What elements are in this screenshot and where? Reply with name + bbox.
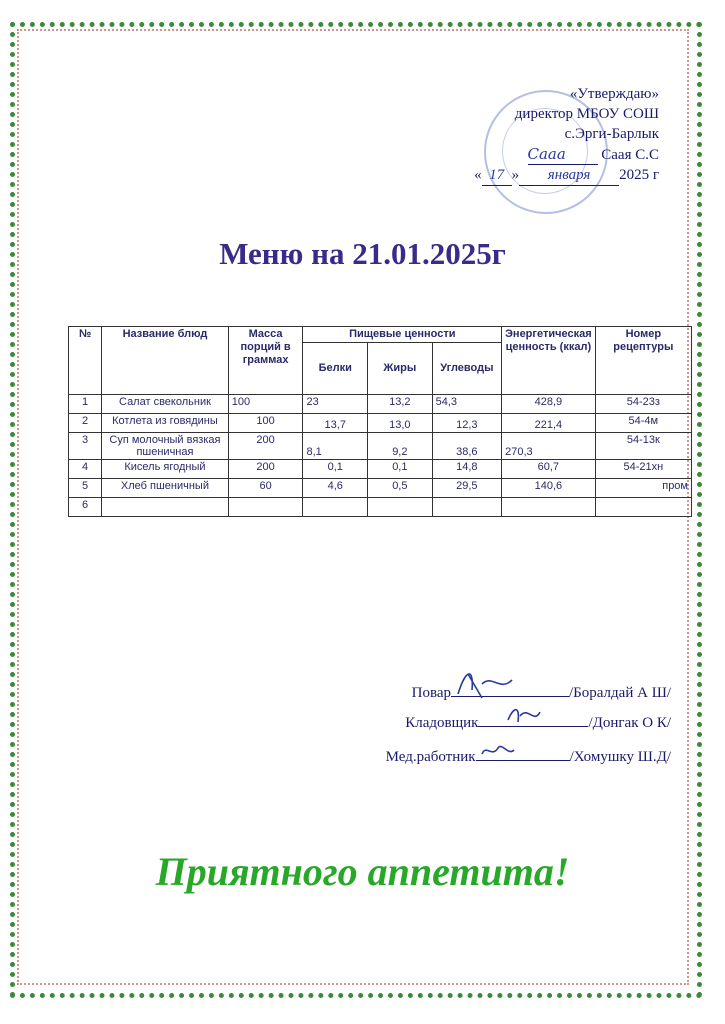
cell-num: 4	[69, 460, 102, 479]
cell-energy: 140,6	[502, 479, 596, 498]
page-title: Меню на 21.01.2025г	[219, 236, 506, 271]
header-nutrition: Пищевые ценности	[303, 327, 502, 343]
cell-fats: 9,2	[368, 433, 433, 460]
store-signature-mark	[504, 700, 544, 730]
cell-recipe: пром	[595, 479, 691, 498]
cell-carbs: 14,8	[432, 460, 501, 479]
cell-carbs: 38,6	[432, 433, 501, 460]
table-row	[69, 414, 692, 433]
director-signature: Сааа	[528, 144, 598, 165]
cell-fats: 13,0	[368, 414, 433, 433]
cook-label: Повар	[411, 685, 451, 701]
cook-signature-mark	[452, 664, 522, 704]
cell-mass: 100	[228, 395, 303, 414]
cell-proteins: 4,6	[303, 479, 368, 498]
table-header-row	[69, 327, 692, 343]
cell-mass: 200	[228, 460, 303, 479]
cell-name: Салат свекольник	[102, 395, 229, 414]
approval-block	[474, 84, 659, 186]
cell-num: 2	[69, 414, 102, 433]
cell-energy: 221,4	[502, 414, 596, 433]
cell-num: 3	[69, 433, 102, 460]
cell-proteins: 0,1	[303, 460, 368, 479]
cell-name: Котлета из говядины	[102, 414, 229, 433]
approval-date-day: 17	[482, 165, 512, 186]
table-body	[69, 395, 692, 517]
cell-mass: 200	[228, 433, 303, 460]
header-proteins: Белки	[303, 343, 368, 395]
cell-carbs	[432, 498, 501, 517]
cell-proteins: 13,7	[303, 414, 368, 433]
cell-name: Хлеб пшеничный	[102, 479, 229, 498]
cell-energy: 428,9	[502, 395, 596, 414]
cell-mass: 60	[228, 479, 303, 498]
cell-fats: 0,1	[368, 460, 433, 479]
cell-carbs: 29,5	[432, 479, 501, 498]
approval-director-line	[474, 144, 659, 165]
cell-num: 1	[69, 395, 102, 414]
cell-mass: 100	[228, 414, 303, 433]
med-label: Мед.работник	[385, 749, 476, 765]
menu-table	[68, 326, 692, 517]
cell-proteins	[303, 498, 368, 517]
header-carbs: Углеводы	[432, 343, 501, 395]
footer-greeting: Приятного аппетита!	[155, 849, 570, 894]
approval-date: « 17 » января 2025 г	[474, 165, 659, 186]
approval-date-month: января	[519, 165, 619, 186]
signature-block	[386, 684, 671, 778]
approval-date-year: 2025 г	[619, 167, 659, 183]
cell-fats: 0,5	[368, 479, 433, 498]
table-row	[69, 498, 692, 517]
cell-proteins: 23	[303, 395, 368, 414]
cell-name	[102, 498, 229, 517]
med-signature-mark	[478, 738, 518, 764]
med-name: /Хомушку Ш.Д/	[569, 749, 671, 765]
cell-name: Суп молочный вязкая пшеничная	[102, 433, 229, 460]
cell-name: Кисель ягодный	[102, 460, 229, 479]
med-signature-row	[386, 748, 671, 766]
store-label: Кладовщик	[405, 715, 479, 731]
table-row	[69, 433, 692, 460]
header-fats: Жиры	[368, 343, 433, 395]
header-num: №	[69, 327, 102, 395]
store-name: /Донгак О К/	[588, 715, 671, 731]
cell-num: 5	[69, 479, 102, 498]
cell-fats	[368, 498, 433, 517]
cell-energy: 270,3	[502, 433, 596, 460]
cell-recipe: 54-13к	[595, 433, 691, 460]
header-mass: Масса порций в граммах	[228, 327, 303, 395]
table-row	[69, 395, 692, 414]
cell-carbs: 12,3	[432, 414, 501, 433]
cell-recipe	[595, 498, 691, 517]
cell-energy	[502, 498, 596, 517]
approval-position: директор МБОУ СОШ	[514, 106, 659, 122]
header-recipe: Номер рецептуры	[595, 327, 691, 395]
approval-director-name: Саая С.С	[601, 147, 659, 163]
cell-recipe: 54-23з	[595, 395, 691, 414]
header-energy: Энергетическая ценность (ккал)	[502, 327, 596, 395]
cell-proteins: 8,1	[303, 433, 368, 460]
table-row	[69, 460, 692, 479]
approval-village: с.Эрги-Барлык	[564, 126, 659, 142]
cook-name: /Боралдай А Ш/	[568, 685, 671, 701]
cell-num: 6	[69, 498, 102, 517]
table-row	[69, 479, 692, 498]
cell-carbs: 54,3	[432, 395, 501, 414]
cell-fats: 13,2	[368, 395, 433, 414]
approval-heading: «Утверждаю»	[569, 86, 659, 102]
cell-energy: 60,7	[502, 460, 596, 479]
cell-recipe: 54-21хн	[595, 460, 691, 479]
header-name: Название блюд	[102, 327, 229, 395]
cell-recipe: 54-4м	[595, 414, 691, 433]
cell-mass	[228, 498, 303, 517]
